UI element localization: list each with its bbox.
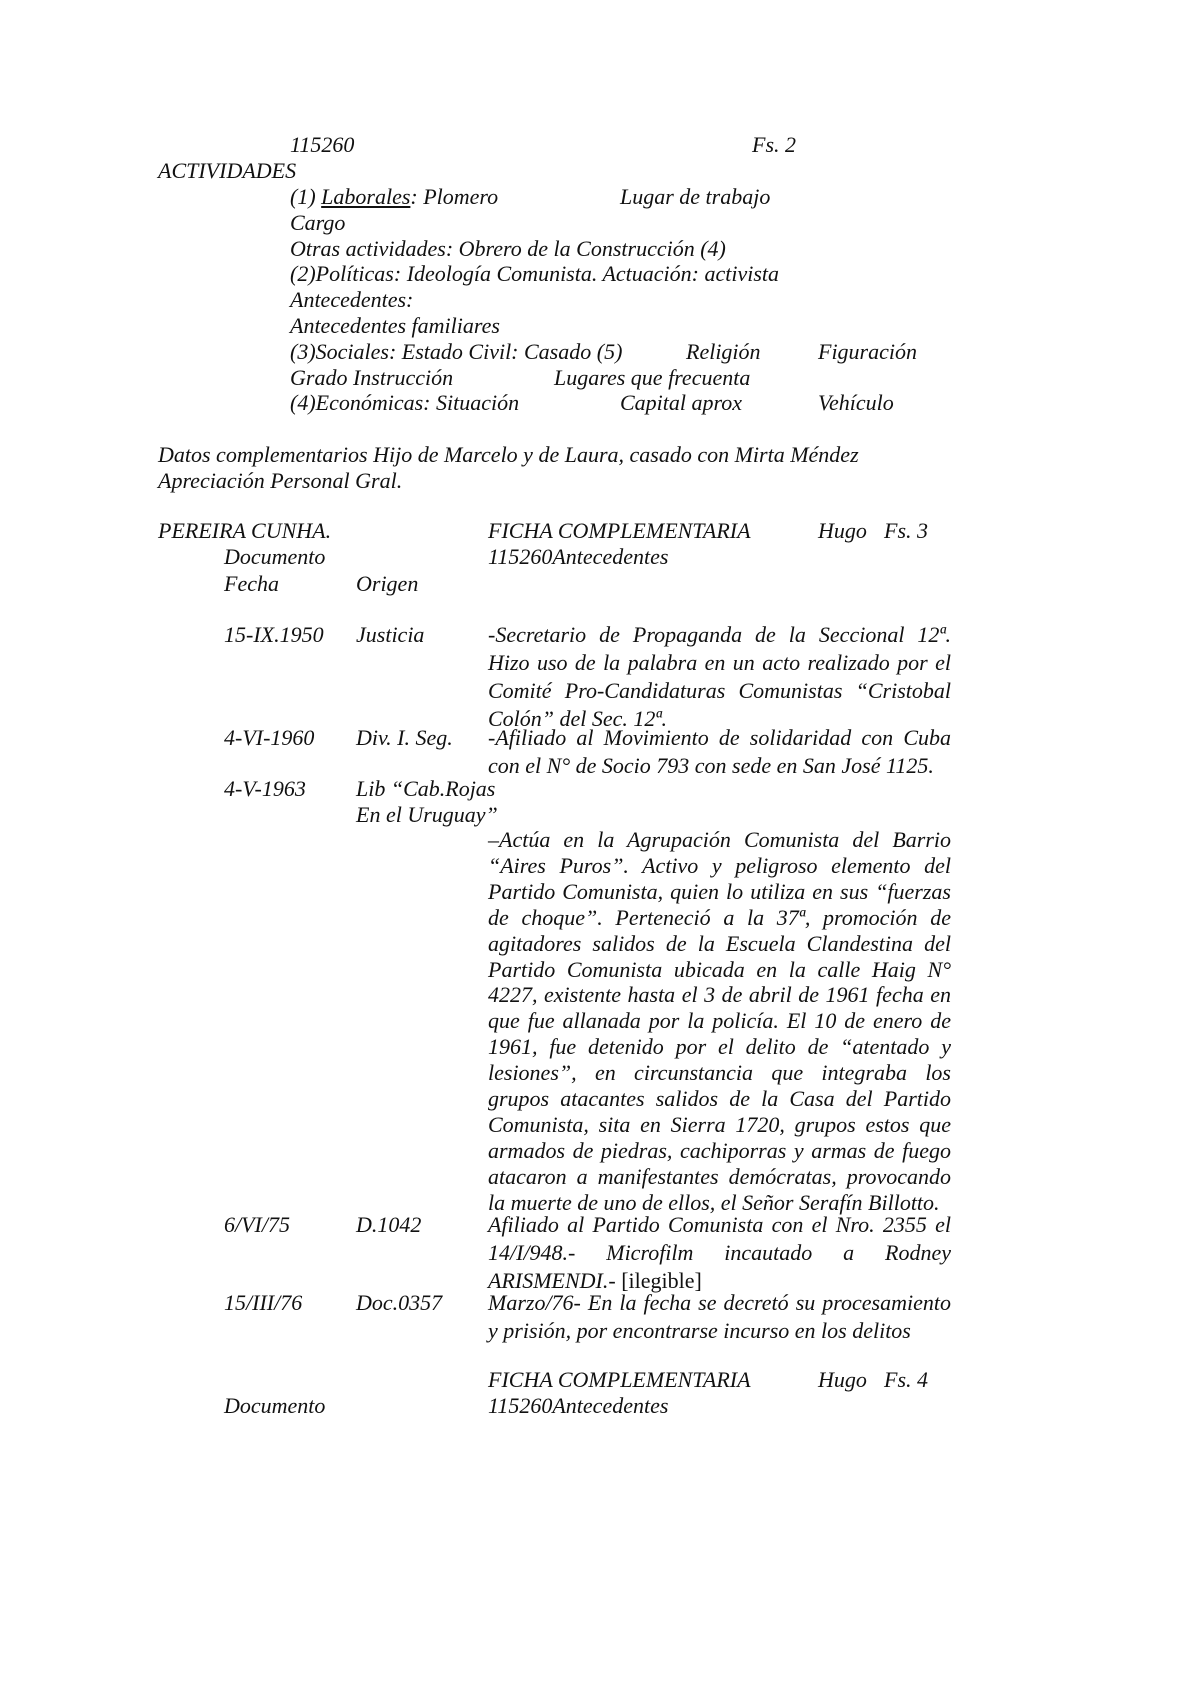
lugar-trabajo: Lugar de trabajo [620,184,771,209]
record-date: 4-VI-1960 [224,725,315,750]
fecha-label: Fecha [224,571,279,596]
economicas: (4)Económicas: Situación [290,390,520,415]
ficha-title: FICHA COMPLEMENTARIA [488,518,751,543]
vehiculo: Vehículo [818,390,894,415]
record-origin: Lib “Cab.Rojas [356,776,496,801]
documento-label: Documento [224,1393,326,1418]
record-text-body: Afiliado al Partido Comunista con el Nro. 2355 el 14/I/948.- Microfilm incautado a Rodney ARISMENDI.- [488,1212,951,1293]
grado-instruccion: Grado Instrucción [290,365,454,390]
laborales-prefix: (1) [290,184,322,209]
record-date: 6/VI/75 [224,1212,290,1237]
folio-number: Fs. 3 [884,518,928,543]
lugares-frecuenta: Lugares que frecuenta [554,365,751,390]
illegible-note: [ilegible] [621,1268,702,1293]
subject-name: PEREIRA CUNHA. [158,518,332,543]
file-number: 115260 [290,132,355,157]
cargo: Cargo [290,210,346,235]
first-name: Hugo [818,1367,867,1392]
politicas: (2)Políticas: Ideología Comunista. Actuación: activista [290,261,780,286]
record-origin: Div. I. Seg. [356,725,453,750]
religion: Religión [686,339,761,364]
laborales-label: Laborales [321,184,411,209]
capital-aprox: Capital aprox [620,390,743,415]
record-text: –Actúa en la Agrupación Comunista del Barrio “Aires Puros”. Activo y peligroso elemento del Partido Comunista, quien lo utiliza en sus “fuerzas de choque”. Perteneció a la 37ª, promoción de agitadores salidos de la Escuela Clandestina del Partido Comunista ubicada en la calle Haig N° 4227, existente hasta el 3 de abril de 1961 fecha en que fue allanada por la policía. El 10 de enero de 1961, fue detenido por el delito de “atentado y lesiones”, en circunstancia que integraba los grupos atacantes salidos de la Casa del Partido Comunista, sita en Sierra 1720, grupos estos que armados de piedras, cachiporras y armas de fuego atacaron a manifestantes demócratas, provocando la muerte de uno de ellos, el Señor Serafín Billotto. [488,827,951,1215]
record-date: 15/III/76 [224,1290,303,1315]
documento-label: Documento [224,544,326,569]
record-date: 15-IX.1950 [224,622,324,647]
record-text: -Secretario de Propaganda de la Seccional 12ª. Hizo uso de la palabra en un acto realizado por el Comité Pro-Candidaturas Comunistas “Cristobal Colón” del Sec. 12ª. [488,622,951,731]
antecedentes-header: 115260Antecedentes [488,544,669,569]
otras-actividades: Otras actividades: Obrero de la Construcción (4) [290,236,726,261]
record-text [488,1211,951,1295]
antecedentes-header: 115260Antecedentes [488,1393,669,1418]
record-text: Marzo/76- En la fecha se decretó su procesamiento y prisión, por encontrarse incurso en los delitos [488,1290,951,1343]
antecedentes-familiares: Antecedentes familiares [290,313,500,338]
laborales-line [290,183,498,211]
figuracion: Figuración [818,339,917,364]
antecedentes: Antecedentes: [290,287,414,312]
record-date: 4-V-1963 [224,776,306,801]
ficha-title: FICHA COMPLEMENTARIA [488,1367,751,1392]
datos-complementarios: Datos complementarios Hijo de Marcelo y de Laura, casado con Mirta Méndez [158,442,859,467]
folio-number: Fs. 2 [752,132,796,157]
section-title: ACTIVIDADES [158,158,297,183]
record-origin: Doc.0357 [356,1290,443,1315]
record-origin: Justicia [356,622,425,647]
apreciacion-personal: Apreciación Personal Gral. [158,468,403,493]
record-origin: D.1042 [356,1212,422,1237]
record-origin-cont: En el Uruguay” [356,802,498,827]
sociales: (3)Sociales: Estado Civil: Casado (5) [290,339,623,364]
origen-label: Origen [356,571,419,596]
folio-number: Fs. 4 [884,1367,928,1392]
laborales-value: : Plomero [410,184,499,209]
first-name: Hugo [818,518,867,543]
record-text: -Afiliado al Movimiento de solidaridad con Cuba con el N° de Socio 793 con sede en San José 1125. [488,725,951,778]
